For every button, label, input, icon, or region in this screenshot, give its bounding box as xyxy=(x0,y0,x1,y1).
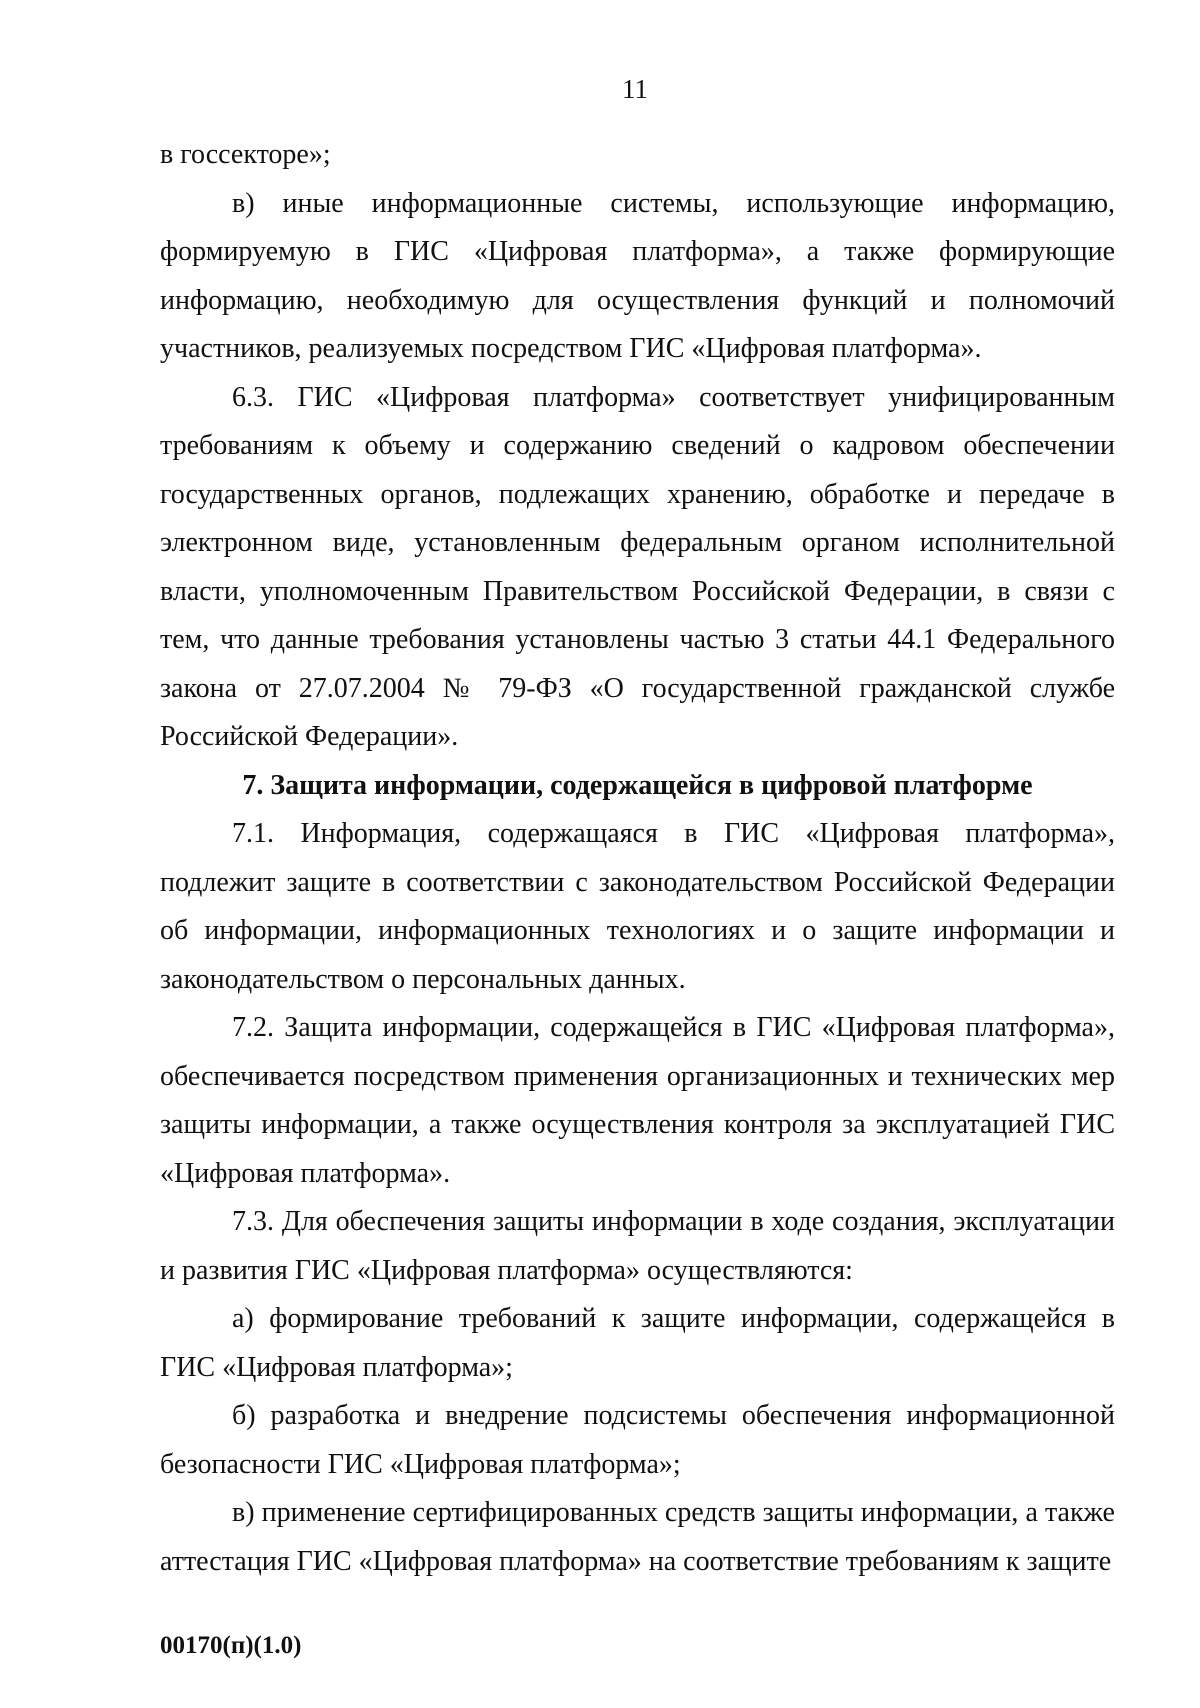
paragraph-6-3: 6.3. ГИС «Цифровая платформа» соответствует унифицированным требованиям к объему и содержанию сведений о кадровом обеспечении государственных органов, подлежащих хранению, обработке и передаче в электронном виде, установленным федеральным органом исполнительной власти, уполномоченным Правительством Российской Федерации, в связи с тем, что данные требования установлены частью 3 статьи 44.1 Федерального закона от 27.07.2004 № 79-ФЗ «О государственной гражданской службе Российской Федерации». xyxy=(160,381,1115,752)
section-heading: 7. Защита информации, содержащейся в цифровой платформе xyxy=(242,769,1033,801)
paragraph-7-3: 7.3. Для обеспечения защиты информации в ходе создания, эксплуатации и развития ГИС «Цифровая платформа» осуществляются: xyxy=(160,1206,1115,1286)
paragraph-7-3-a: а) формирование требований к защите информации, содержащейся в ГИС «Цифровая платформа»; xyxy=(160,1303,1115,1383)
document-code: 00170(п)(1.0) xyxy=(160,1632,302,1659)
paragraph-7-3-b: б) разработка и внедрение подсистемы обеспечения информационной безопасности ГИС «Цифровая платформа»; xyxy=(160,1400,1115,1480)
paragraph-continuation: в госсекторе»; xyxy=(160,139,331,170)
paragraph-7-2: 7.2. Защита информации, содержащейся в ГИС «Цифровая платформа», обеспечивается посредством применения организационных и технических мер защиты информации, а также осуществления контроля за эксплуатацией ГИС «Цифровая платформа». xyxy=(160,1012,1115,1189)
document-body xyxy=(160,131,1115,1586)
paragraph-7-1: 7.1. Информация, содержащаяся в ГИС «Цифровая платформа», подлежит защите в соответствии с законодательством Российской Федерации об информации, информационных технологиях и о защите информации и законодательством о персональных данных. xyxy=(160,818,1115,995)
page-number: 11 xyxy=(622,74,648,104)
paragraph-7-3-v: в) применение сертифицированных средств защиты информации, а также аттестация ГИС «Цифровая платформа» на соответствие требованиям к защите xyxy=(160,1497,1115,1577)
paragraph-item-v: в) иные информационные системы, использующие информацию, формируемую в ГИС «Цифровая платформа», а также формирующие информацию, необходимую для осуществления функций и полномочий участников, реализуемых посредством ГИС «Цифровая платформа». xyxy=(160,187,1115,364)
